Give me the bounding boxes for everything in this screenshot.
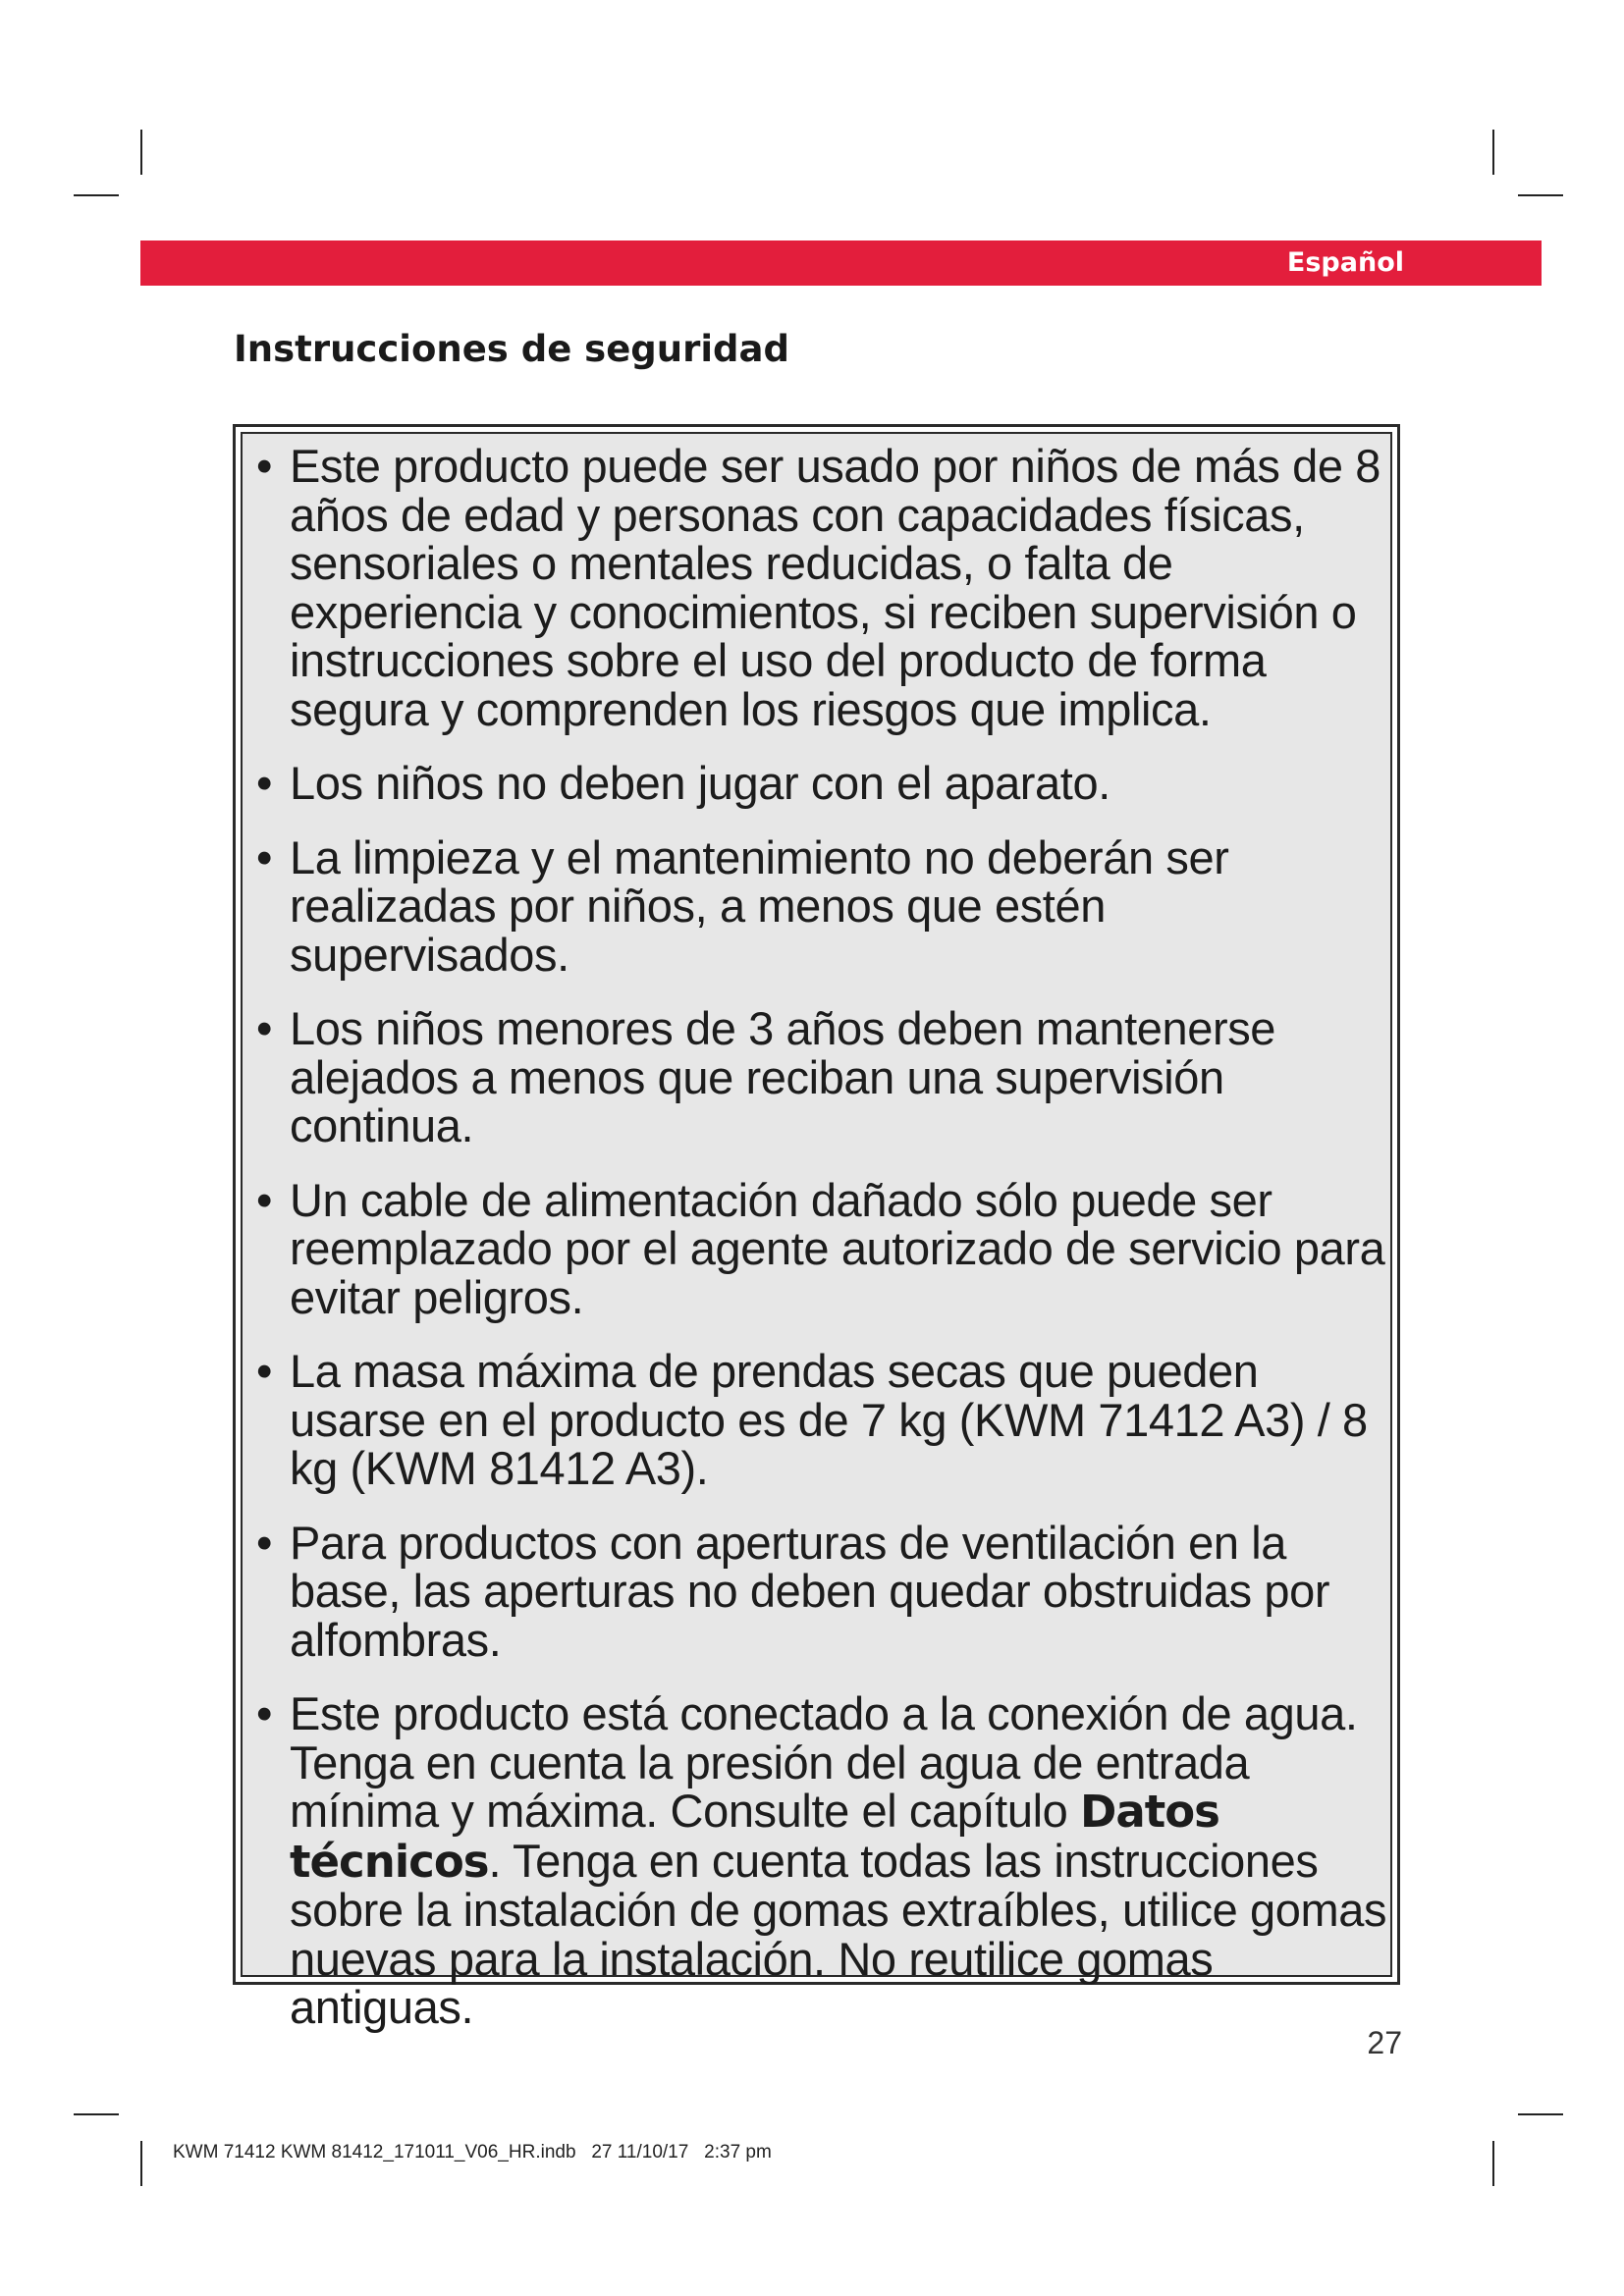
chapter-reference-datos-tecnicos: Datos técnicos — [290, 1786, 1219, 1888]
bullet-icon: • — [256, 1173, 273, 1226]
crop-mark — [1492, 130, 1494, 175]
print-slug-timestamp: 11/10/17 2:37 pm — [617, 2142, 772, 2163]
crop-mark — [140, 130, 142, 175]
safety-item — [256, 1516, 1388, 1666]
bullet-icon: • — [256, 1345, 273, 1397]
crop-mark — [74, 194, 119, 196]
crop-mark — [1518, 194, 1563, 196]
safety-item — [256, 442, 1388, 733]
crop-mark — [140, 2141, 142, 2186]
print-slug — [173, 2142, 772, 2163]
safety-item-text-part: . Tenga en cuenta todas las instrucciones sobre la instalación de gomas extraíbles, utilice gomas nuevas para la instalación. No reutilice gomas antiguas. — [290, 1834, 1387, 2033]
safety-box-inner — [241, 432, 1392, 2033]
safety-item-text: Los niños no deben jugar con el aparato. — [290, 757, 1110, 809]
safety-item-text-part: Este producto está conectado a la conexión de agua. Tenga en cuenta la presión del agua de entrada mínima y máxima. Consulte el capítulo — [290, 1687, 1358, 1837]
safety-item-text: La limpieza y el mantenimiento no deberán ser realizadas por niños, a menos que estén supervisados. — [290, 830, 1229, 981]
safety-item — [256, 759, 1388, 808]
safety-item — [256, 830, 1388, 981]
safety-item-text: Para productos con aperturas de ventilación en la base, las aperturas no deben quedar obstruidas por alfombras. — [290, 1516, 1330, 1666]
language-label: Español — [1286, 247, 1404, 278]
safety-item-text: Los niños menores de 3 años deben mantenerse alejados a menos que reciban una supervisión continua. — [290, 1002, 1276, 1151]
bullet-icon: • — [256, 440, 273, 492]
safety-box — [233, 424, 1400, 2033]
safety-item — [256, 1689, 1388, 2032]
bullet-icon: • — [256, 1687, 273, 1739]
crop-mark — [1518, 2113, 1563, 2115]
bullet-icon: • — [256, 1516, 273, 1569]
bullet-icon: • — [256, 1002, 273, 1054]
print-slug-file: KWM 71412 KWM 81412_171011_V06_HR.indb 27 — [173, 2142, 613, 2163]
bullet-icon: • — [256, 757, 273, 809]
safety-item — [256, 1173, 1388, 1323]
crop-mark — [74, 2113, 119, 2115]
safety-list — [256, 442, 1388, 2057]
safety-item — [256, 1004, 1388, 1150]
safety-item-text: La masa máxima de prendas secas que pueden usarse en el producto es de 7 kg (KWM 71412 A3) / 8 kg (KWM 81412 A3). — [290, 1345, 1368, 1494]
language-bar — [140, 240, 1542, 286]
bullet-icon: • — [256, 830, 273, 883]
safety-item-text — [290, 1687, 1386, 2033]
crop-mark — [1492, 2141, 1494, 2186]
section-title: Instrucciones de seguridad — [234, 328, 789, 370]
safety-item-text: Un cable de alimentación dañado sólo puede ser reemplazado por el agente autorizado de servicio para evitar peligros. — [290, 1173, 1385, 1323]
page-number: 27 — [1367, 2025, 1402, 2060]
safety-item-text: Este producto puede ser usado por niños de más de 8 años de edad y personas con capacidades físicas, sensoriales o mentales reducidas, o falta de experiencia y conocimientos, si reciben supervisión o instrucciones sobre el uso del producto de forma segura y comprenden los riesgos que implica. — [290, 440, 1380, 735]
safety-item — [256, 1347, 1388, 1493]
